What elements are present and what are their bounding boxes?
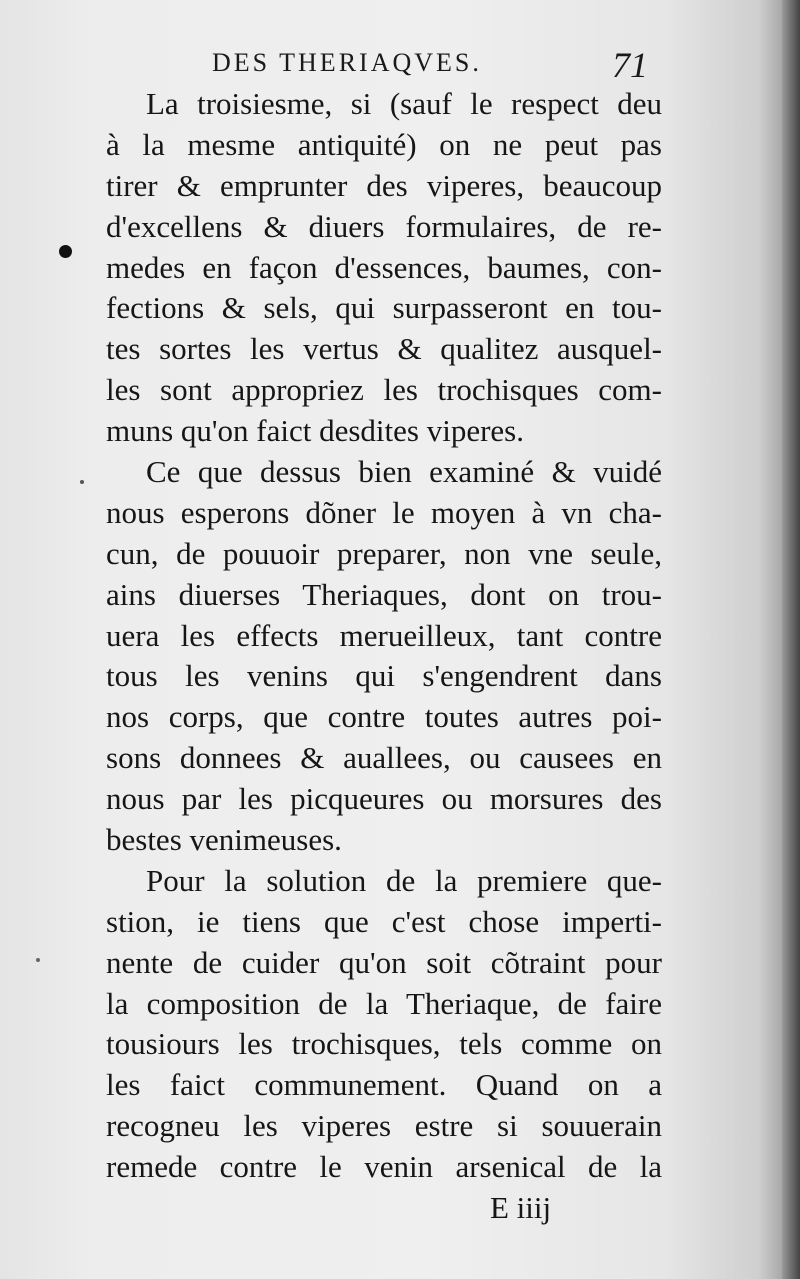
text-line: tirer & emprunter des viperes, beaucoup	[106, 167, 662, 203]
text-line: La troisiesme, si (sauf le respect deu	[146, 86, 662, 121]
text-line: sons donnees & auallees, ou causees en	[106, 740, 662, 776]
margin-dot	[59, 245, 72, 258]
running-head: DES THERIAQVES.	[212, 48, 482, 77]
body-text	[106, 84, 662, 1188]
text-line: la composition de la Theriaque, de faire	[106, 985, 662, 1021]
text-line: bestes venimeuses.	[106, 822, 342, 858]
text-line: muns qu'on faict desdites viperes.	[106, 413, 524, 449]
margin-speck	[36, 958, 40, 962]
text-line: tousiours les trochisques, tels comme on	[106, 1026, 662, 1062]
text-line: Ce que dessus bien examiné & vuidé	[146, 454, 662, 490]
text-line: les sont appropriez les trochisques com-	[106, 372, 662, 408]
text-line: ains diuerses Theriaques, dont on trou-	[106, 576, 662, 612]
text-line: fections & sels, qui surpasseront en tou-	[106, 290, 662, 326]
text-line: nos corps, que contre toutes autres poi-	[106, 699, 662, 735]
page-header	[0, 44, 782, 88]
text-line: uera les effects merueilleux, tant contre	[106, 617, 662, 653]
text-line: recogneu les viperes estre si souuerain	[106, 1108, 662, 1144]
text-line: nente de cuider qu'on soit cõtraint pour	[106, 944, 662, 980]
text-line: cun, de pouuoir preparer, non vne seule,	[106, 535, 662, 571]
text-line: d'excellens & diuers formulaires, de re-	[106, 208, 662, 244]
text-line: les faict communement. Quand on a	[106, 1067, 662, 1103]
text-line: tes sortes les vertus & qualitez ausquel-	[106, 331, 662, 367]
text-line: remede contre le venin arsenical de la	[106, 1149, 662, 1185]
text-line: nous esperons dõner le moyen à vn cha-	[106, 494, 662, 530]
text-line: medes en façon d'essences, baumes, con-	[106, 249, 662, 285]
text-line: à la mesme antiquité) on ne peut pas	[106, 126, 662, 162]
text-line: nous par les picqueures ou morsures des	[106, 781, 662, 817]
page-number: 71	[612, 45, 648, 85]
text-line: tous les venins qui s'engendrent dans	[106, 658, 662, 694]
text-line: Pour la solution de la premiere que-	[146, 862, 662, 898]
margin-speck	[80, 480, 84, 484]
page-edge-shadow	[782, 0, 800, 1279]
text-line: stion, ie tiens que c'est chose imperti-	[106, 903, 662, 939]
signature-mark: E iiij	[490, 1190, 552, 1225]
